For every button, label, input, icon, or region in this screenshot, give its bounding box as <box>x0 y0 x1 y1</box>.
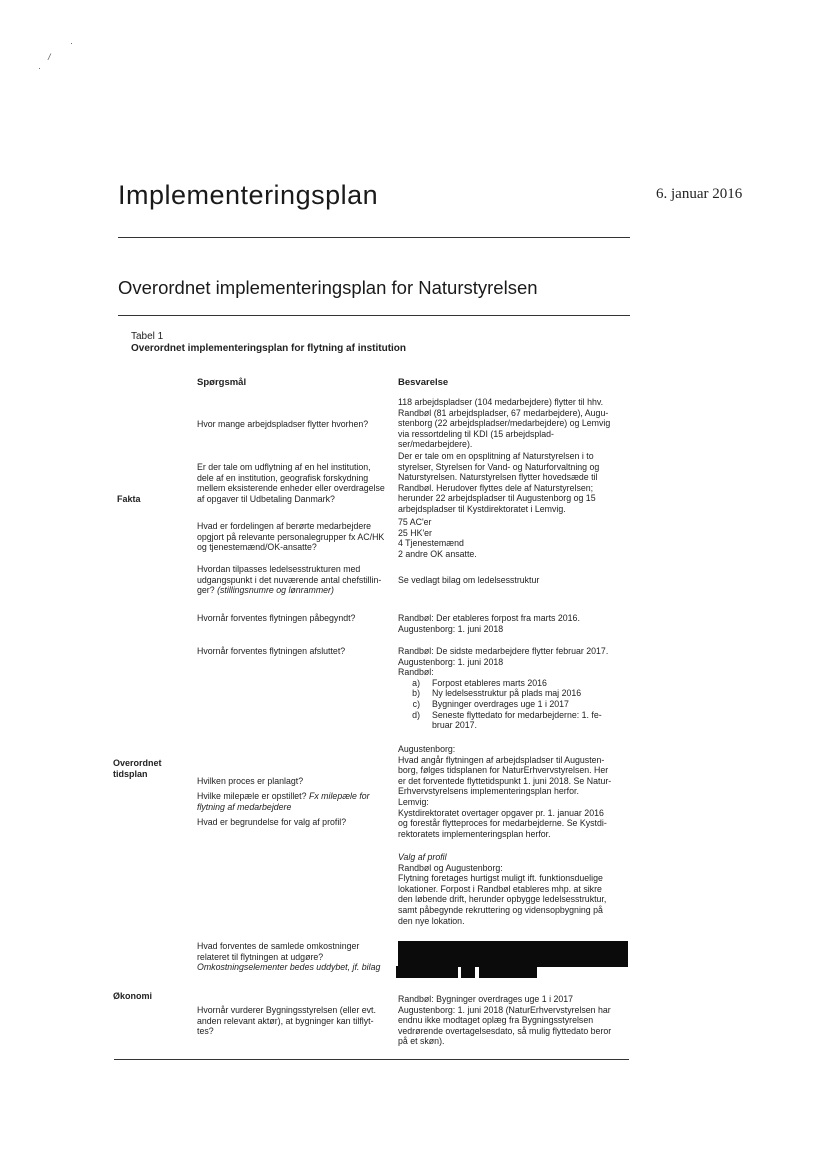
question-line: Er der tale om udflytning af en hel institution, <box>197 462 371 472</box>
answer-arbejdspladser <box>398 397 632 450</box>
redaction-block <box>396 966 458 978</box>
profil-heading: Valg af profil <box>398 852 447 862</box>
subtitle-divider <box>118 315 630 316</box>
question-line: dele af en institution, geografisk forskydning <box>197 472 369 483</box>
scan-mark: / <box>48 52 51 62</box>
list-marker: c) <box>412 698 420 709</box>
list-item <box>398 688 632 699</box>
answer-line: 25 HK'er <box>398 527 432 538</box>
answer-line: Randbøl (81 arbejdspladser, 67 medarbejdere), Augu- <box>398 407 609 418</box>
section-label-okonomi: Økonomi <box>113 991 153 1001</box>
answer-line: er det forventede flyttetidspunkt 1. juni 2018. Se Natur- <box>398 775 612 786</box>
answer-afsluttet <box>398 646 632 731</box>
question-text: ger? <box>197 585 215 596</box>
answer-line: 4 Tjenestemænd <box>398 538 464 549</box>
question-fordeling <box>197 521 397 553</box>
answer-line: Augustenborg: 1. juni 2018 <box>398 656 504 667</box>
answer-line: Randbøl: <box>398 667 434 678</box>
question-italic: Fx milepæle for <box>308 791 370 801</box>
answer-line: 75 AC'er <box>398 517 432 527</box>
answer-line: rektoratets implementeringsplan herfor. <box>398 828 551 839</box>
answer-line: 2 andre OK ansatte. <box>398 548 477 559</box>
answer-line: og forestår flytteproces for medarbejderne. Se Kystdi- <box>398 818 607 829</box>
scan-dot: · <box>38 63 41 73</box>
answer-line: arbejdspladser til Kystdirektoratet i Lemvig. <box>398 503 566 514</box>
question-line: opgjort på relevante personalegrupper fx AC/HK <box>197 531 385 542</box>
answer-line: Erhvervstyrelsens implementeringsplan herfor. <box>398 786 579 797</box>
answer-profil <box>398 852 632 926</box>
answer-line: Augustenborg: 1. juni 2018 <box>398 623 504 634</box>
answer-line: Der er tale om en opsplitning af Naturstyrelsen i to <box>398 451 594 461</box>
answer-line: stenborg (22 arbejdspladser/medarbejdere) og Lemvig <box>398 418 611 429</box>
question-line: tes? <box>197 1026 214 1037</box>
section-label-tidsplan-line2: tidsplan <box>113 769 148 779</box>
question-proces: Hvilken proces er planlagt? <box>197 776 304 786</box>
table-number: Tabel 1 <box>131 331 164 342</box>
redaction-block <box>479 966 537 978</box>
answer-line: styrelser, Styrelsen for Vand- og Naturforvaltning og <box>398 461 600 472</box>
question-ledelsesstruktur <box>197 564 397 596</box>
answer-line: endnu ikke modtaget oplæg fra Bygningsstyrelsen <box>398 1015 594 1026</box>
question-afsluttet: Hvornår forventes flytningen afsluttet? <box>197 646 346 656</box>
section-label-tidsplan <box>113 758 162 780</box>
answer-line: samt påbegynde rekruttering og vidensopbygning på <box>398 904 603 915</box>
question-milepaele <box>197 791 397 812</box>
answer-line: via ressortdeling til KDI (15 arbejdsplad- <box>398 428 554 439</box>
list-item <box>398 720 632 731</box>
answer-proces <box>398 744 632 839</box>
question-omkostninger <box>197 941 397 973</box>
question-line <box>197 585 397 596</box>
answer-line: ser/medarbejdere). <box>398 439 473 450</box>
question-udflytning <box>197 462 397 504</box>
list-marker <box>398 720 432 731</box>
answer-line: Randbøl: Bygninger overdrages uge 1 i 2017 <box>398 994 574 1004</box>
page-title: Implementeringsplan <box>118 180 379 210</box>
answer-line: Randbøl og Augustenborg: <box>398 862 503 873</box>
list-text: Forpost etableres marts 2016 <box>432 677 547 688</box>
list-item <box>398 699 632 710</box>
question-line: og tjenestemænd/OK-ansatte? <box>197 542 317 553</box>
question-begrundelse: Hvad er begrundelse for valg af profil? <box>197 817 347 827</box>
list-text: bruar 2017. <box>432 720 477 731</box>
list-item <box>398 678 632 689</box>
table-label <box>131 331 406 355</box>
list-marker: a) <box>412 677 420 688</box>
column-header-answer: Besvarelse <box>398 377 449 388</box>
question-text: Hvilke milepæle er opstillet? <box>197 791 307 801</box>
answer-line: Flytning foretages hurtigst muligt ift. funktionsduelige <box>398 873 603 884</box>
table-bottom-divider <box>114 1059 629 1060</box>
answer-line: på et skøn). <box>398 1036 445 1047</box>
answer-line: den nye lokation. <box>398 915 465 926</box>
list-text: Seneste flyttedato for medarbejderne: 1. fe- <box>432 709 602 720</box>
answer-bygninger <box>398 994 632 1047</box>
answer-line: lokationer. Forpost i Randbøl etableres mhp. at sikre <box>398 883 602 894</box>
answer-line: herunder 22 arbejdspladser til Augustenborg og 15 <box>398 493 596 504</box>
milestone-list <box>398 678 632 731</box>
list-text: Bygninger overdrages uge 1 i 2017 <box>432 698 569 709</box>
title-divider <box>118 237 630 238</box>
answer-udflytning <box>398 451 632 515</box>
section-label-tidsplan-line1: Overordnet <box>113 758 162 768</box>
list-text: Ny ledelsesstruktur på plads maj 2016 <box>432 688 582 699</box>
section-label-fakta: Fakta <box>117 494 141 504</box>
question-line: relateret til flytningen at udgøre? <box>197 951 324 962</box>
answer-line: Augustenborg: <box>398 744 456 754</box>
question-bygninger <box>197 1005 397 1037</box>
question-arbejdspladser: Hvor mange arbejdspladser flytter hvorhen? <box>197 419 369 429</box>
table-caption: Overordnet implementeringsplan for flytning af institution <box>131 343 407 354</box>
column-header-question: Spørgsmål <box>197 377 247 388</box>
question-line: Hvornår vurderer Bygningsstyrelsen (eller evt. <box>197 1005 376 1015</box>
question-line: udgangspunkt i det nuværende antal chefstillin- <box>197 574 382 585</box>
answer-line: Augustenborg: 1. juni 2018 (NaturErhvervstyrelsen har <box>398 1004 611 1015</box>
answer-paabegyndt <box>398 613 632 634</box>
question-line: Hvad forventes de samlede omkostninger <box>197 941 360 951</box>
question-line <box>197 791 397 802</box>
section-subtitle: Overordnet implementeringsplan for Naturstyrelsen <box>118 277 538 298</box>
list-item <box>398 710 632 721</box>
question-line: mellem eksisterende enheder eller overdragelse <box>197 483 385 494</box>
answer-line: 118 arbejdspladser (104 medarbejdere) flytter til hhv. <box>398 397 604 407</box>
question-line: af opgaver til Udbetaling Danmark? <box>197 493 335 504</box>
answer-line: Randbøl: Der etableres forpost fra marts 2016. <box>398 613 580 623</box>
redaction-block <box>398 941 628 967</box>
question-italic: Omkostningselementer bedes uddybet, jf. bilag <box>197 962 381 973</box>
answer-line: Naturstyrelsen. Naturstyrelsen flytter hovedsæde til <box>398 472 598 483</box>
list-marker: d) <box>412 709 420 720</box>
question-line: Hvad er fordelingen af berørte medarbejdere <box>197 521 372 531</box>
question-line: anden relevant aktør), at bygninger kan tilflyt- <box>197 1015 374 1026</box>
answer-fordeling <box>398 517 632 559</box>
answer-line: Randbøl: De sidste medarbejdere flytter februar 2017. <box>398 646 609 656</box>
question-line: Hvordan tilpasses ledelsesstrukturen med <box>197 564 361 574</box>
question-italic: flytning af medarbejdere <box>197 801 292 812</box>
question-paabegyndt: Hvornår forventes flytningen påbegyndt? <box>197 613 356 623</box>
answer-line: Lemvig: <box>398 796 429 807</box>
scan-dot: · <box>70 38 73 48</box>
answer-line: Hvad angår flytningen af arbejdspladser til Augusten- <box>398 754 605 765</box>
redaction-block <box>461 966 475 978</box>
answer-line: Randbøl. Herudover flyttes dele af Naturstyrelsen; <box>398 482 594 493</box>
answer-line: den løbende drift, herunder opbygge ledelsesstruktur, <box>398 894 607 905</box>
document-date: 6. januar 2016 <box>656 186 743 202</box>
answer-line: vedrørende overtagelsesdato, så mulig flyttedato beror <box>398 1025 612 1036</box>
list-marker: b) <box>412 688 420 699</box>
question-italic: (stillingsnumre og lønrammer) <box>217 585 334 596</box>
answer-ledelsesstruktur: Se vedlagt bilag om ledelsesstruktur <box>398 575 540 585</box>
answer-line: Kystdirektoratet overtager opgaver pr. 1. januar 2016 <box>398 807 604 818</box>
answer-line: borg, følges tidsplanen for NaturErhvervstyrelsen. Her <box>398 765 609 776</box>
